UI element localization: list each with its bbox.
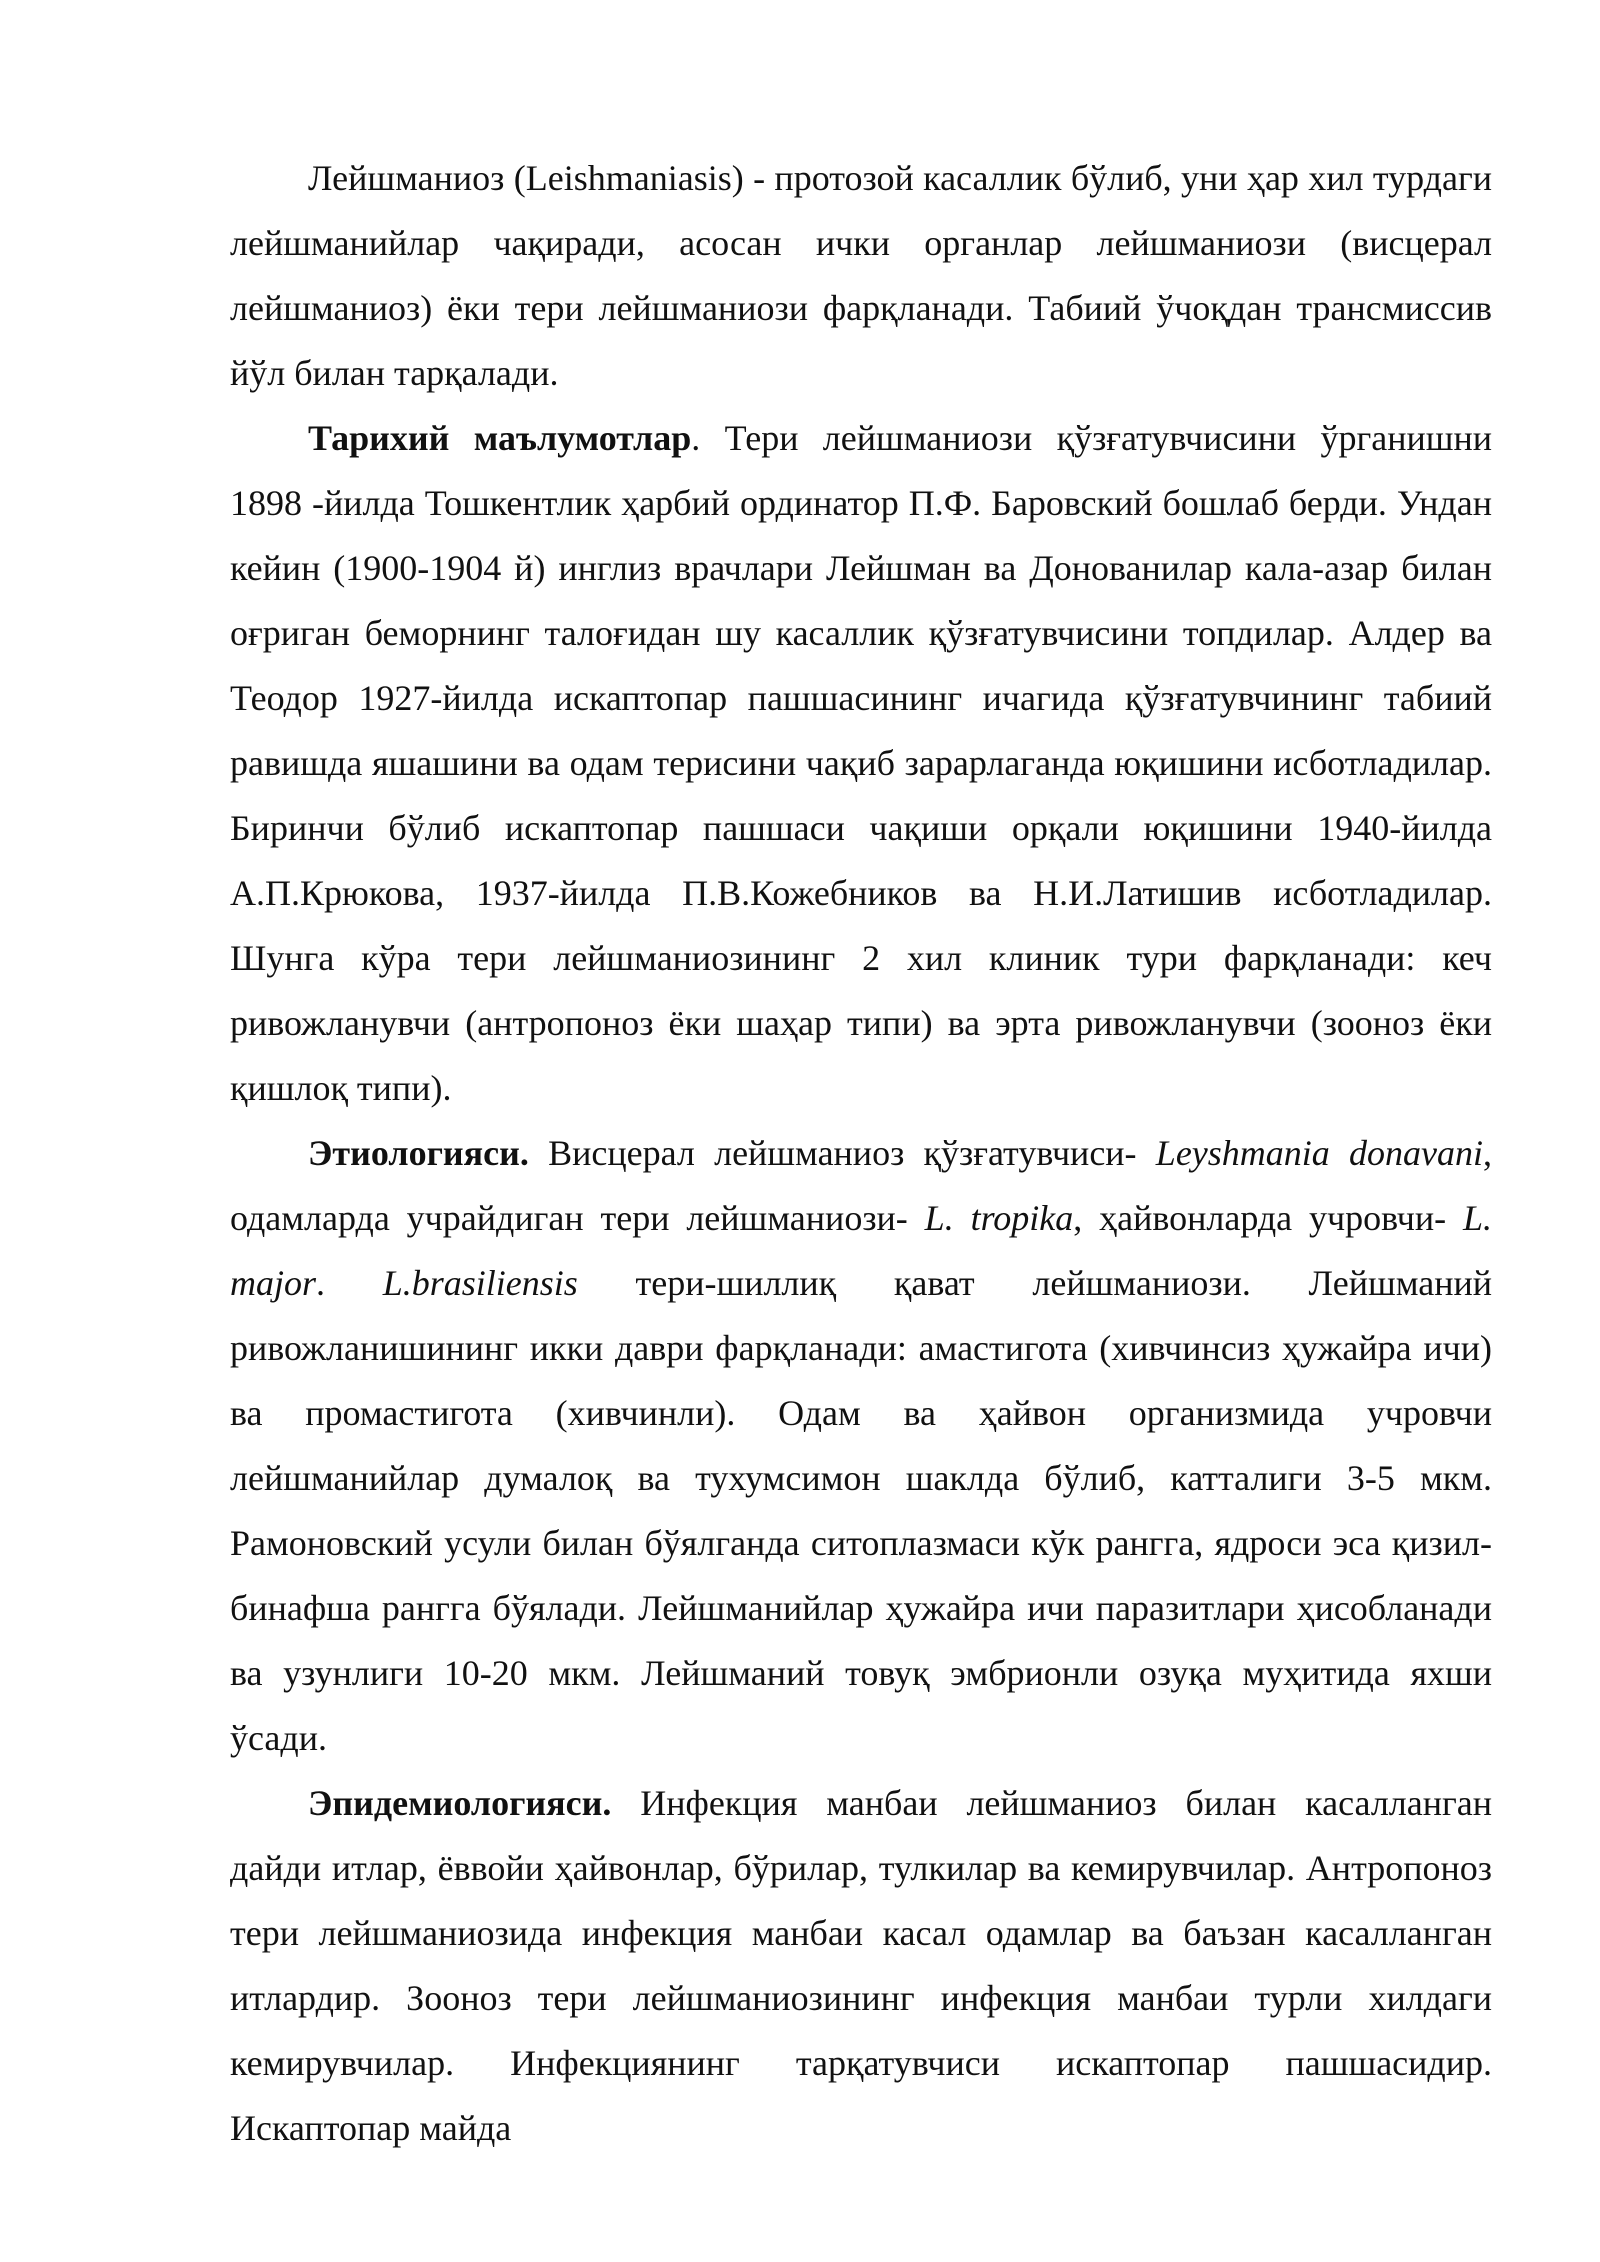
history-heading: Тарихий маълумотлар bbox=[308, 418, 692, 458]
species-major: L. major bbox=[230, 1198, 1493, 1303]
epidemiology-text: Инфекция манбаи лейшманиоз билан касалланган дайди итлар, ёввойи ҳайвонлар, бўрилар, тулкилар ва кемирувчилар. Антропоноз тери лейшманиозида инфекция манбаи касал одамлар ва баъзан касалланган итлардир. Зооноз тери лейшманиозининг инфекция манбаи турли хилдаги кемирувчилар. Инфекциянинг тарқатувчиси искаптопар пашшасидир. Искаптопар майда bbox=[230, 1783, 1492, 2148]
etiology-text-1: Висцерал лейшманиоз қўзғатувчиси- bbox=[528, 1133, 1156, 1173]
document-page bbox=[230, 146, 1492, 2161]
etiology-text-3: , ҳайвонларда учровчи- bbox=[1073, 1198, 1463, 1238]
epidemiology-paragraph bbox=[230, 1771, 1492, 2161]
etiology-text-4: . bbox=[316, 1263, 383, 1303]
etiology-heading: Этиологияси. bbox=[308, 1133, 529, 1173]
history-paragraph bbox=[230, 406, 1492, 1121]
etiology-text-5: тери-шиллиқ қават лейшманиози. Лейшманий ривожланишининг икки даври фарқланади: амастигота (хивчинсиз ҳужайра ичи) ва промастигота (хивчинли). Одам ва ҳайвон организмида учровчи лейшманийлар думалоқ ва тухумсимон шаклда бўлиб, катталиги 3-5 мкм. Рамоновский усули билан бўялганда ситоплазмаси кўк рангга, ядроси эса қизил-бинафша рангга бўялади. Лейшманийлар ҳужайра ичи паразитлари ҳисобланади ва узунлиги 10-20 мкм. Лейшманий товуқ эмбрионли озуқа муҳитида яхши ўсади. bbox=[230, 1263, 1492, 1758]
history-text: . Тери лейшманиози қўзғатувчисини ўрганишни 1898 -йилда Тошкентлик ҳарбий ординатор П.Ф. Баровский бошлаб берди. Ундан кейин (1900-1904 й) инглиз врачлари Лейшман ва Донованилар кала-азар билан оғриган беморнинг талоғидан шу касаллик қўзғатувчисини топдилар. Алдер ва Теодор 1927-йилда искаптопар пашшасининг ичагида қўзғатувчининг табиий равишда яшашини ва одам терисини чақиб зарарлаганда юқишини исботладилар. Биринчи бўлиб искаптопар пашшаси чақиши орқали юқишини 1940-йилда А.П.Крюкова, 1937-йилда П.В.Кожебников ва Н.И.Латишив исботладилар. Шунга кўра тери лейшманиозининг 2 хил клиник тури фарқланади: кеч ривожланувчи (антропоноз ёки шаҳар типи) ва эрта ривожланувчи (зооноз ёки қишлоқ типи). bbox=[230, 418, 1492, 1108]
etiology-paragraph bbox=[230, 1121, 1492, 1771]
etiology-text-2: , одамларда учрайдиган тери лейшманиози- bbox=[230, 1133, 1493, 1238]
species-tropika: L. tropika bbox=[924, 1198, 1074, 1238]
epidemiology-heading: Эпидемиологияси. bbox=[308, 1783, 612, 1823]
species-brasiliensis: L.brasiliensis bbox=[382, 1263, 578, 1303]
intro-paragraph bbox=[230, 146, 1492, 406]
species-donavani: Leyshmania donavani bbox=[1155, 1133, 1484, 1173]
intro-text: Лейшманиоз (Leishmaniasis) - протозой касаллик бўлиб, уни ҳар хил турдаги лейшманийлар чақиради, асосан ички органлар лейшманиози (висцерал лейшманиоз) ёки тери лейшманиози фарқланади. Табиий ўчоқдан трансмиссив йўл билан тарқалади. bbox=[230, 158, 1492, 393]
